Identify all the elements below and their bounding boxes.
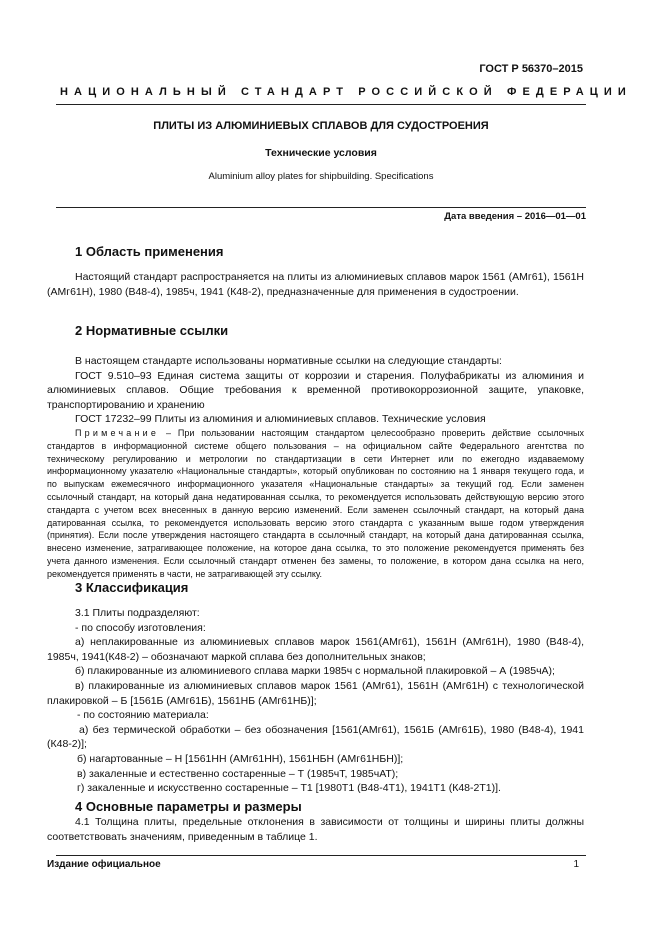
classification-line-1: 3.1 Плиты подразделяют:: [75, 607, 200, 619]
document-subtitle: Технические условия: [265, 147, 377, 159]
document-number: ГОСТ Р 56370–2015: [479, 63, 583, 75]
classification-line-2: - по способу изготовления:: [75, 621, 206, 634]
official-edition-label: Издание официальное: [47, 859, 161, 870]
classification-line-7: а) без термической обработки – без обозначения [1561(АМг61), 1561Б (АМг61Б), 1980 (В48-4), 1941 (К48-2)];: [47, 723, 584, 751]
note-label: Примечание: [75, 427, 160, 438]
section-2-heading: 2 Нормативные ссылки: [75, 323, 229, 338]
english-title: Aluminium alloy plates for shipbuilding. Specifications: [208, 171, 434, 182]
classification-line-8: б) нагартованные – Н [1561НН (АМг61НН), 1561НБН (АМг61НБН)];: [77, 752, 404, 765]
section-2-body: [47, 354, 584, 581]
classification-line-4: б) плакированные из алюминиевого сплава марки 1985ч с нормальной плакировкой – А (1985чА);: [75, 665, 555, 678]
reference-gost-17232: ГОСТ 17232–99 Плиты из алюминия и алюминиевых сплавов. Технические условия: [75, 413, 486, 426]
section-1-paragraph: Настоящий стандарт распространяется на плиты из алюминиевых сплавов марок 1561 (АМг61), 1561Н (АМг61Н), 1980 (В48-4), 1985ч, 1941 (К48-2), предназначенные для применения в судостроении.: [47, 271, 584, 298]
classification-line-3: а) неплакированные из алюминиевых сплавов марок 1561(АМг61), 1561Н (АМг61Н), 1980 (В48-4), 1985ч, 1941(К48-2) – обозначают маркой сплава без дополнительных знаков;: [47, 636, 584, 663]
section-4-body: [47, 815, 584, 844]
classification-line-6: - по состоянию материала:: [77, 709, 209, 722]
classification-line-5: в) плакированные из алюминиевых сплавов марок 1561 (АМг61), 1561Н (АМг61Н) с технологической плакировкой – Б [1561Б (АМг61Б), 1561НБ (АМг61НБ)];: [47, 679, 584, 707]
section-3-body: [47, 606, 584, 796]
footer-divider: [56, 855, 586, 856]
note-text: – При пользовании настоящим стандартом целесообразно проверить действие ссылочных стандартов в информационной системе общего пользования – на официальном сайте Федерального агентства по техническому регулированию и метрологии по стандартизации в сети Интернет или по ежегодно издаваемому информационному указателю «Национальные стандарты», который опубликован по состоянию на 1 января текущего года, и по выпускам ежемесячного информационного указателя «Национальные стандарты» за текущий год. Если заменен ссылочный стандарт, на который дана недатированная ссылка, то рекомендуется использовать действующую версию этого стандарта с учетом всех внесенных в данную версию изменений. Если заменен ссылочный стандарт, на который дана датированная ссылка, то рекомендуется использовать версию этого стандарта с указанным выше годом утверждения (принятия). Если после утверждения настоящего стандарта в ссылочный стандарт, на который дана датированная ссылка, внесено изменение, затрагивающее положение, на которое дана ссылка, то это положение рекомендуется применять без учета данного изменения. Если ссылочный стандарт отменен без замены, то положение, в котором дана ссылка на него, рекомендуется применять в части, не затрагивающей эту ссылку.: [47, 427, 584, 579]
date-divider: [56, 207, 586, 208]
page-number: 1: [573, 859, 579, 870]
section-4-heading: 4 Основные параметры и размеры: [75, 799, 302, 814]
classification-line-10: г) закаленные и искусственно состаренные – Т1 [1980Т1 (В48-4Т1), 1941Т1 (К48-2Т1)].: [77, 782, 501, 795]
references-note: [47, 427, 584, 581]
national-standard-banner: НАЦИОНАЛЬНЫЙ СТАНДАРТ РОССИЙСКОЙ ФЕДЕРАЦИИ: [60, 86, 632, 98]
document-title: ПЛИТЫ ИЗ АЛЮМИНИЕВЫХ СПЛАВОВ ДЛЯ СУДОСТРОЕНИЯ: [153, 120, 489, 132]
classification-line-9: в) закаленные и естественно состаренные – Т (1985чТ, 1985чАТ);: [77, 767, 399, 780]
effective-date: Дата введения – 2016—01—01: [444, 211, 586, 222]
section-4-paragraph: 4.1 Толщина плиты, предельные отклонения в зависимости от толщины и ширины плиты должны соответствовать значениям, приведенным в таблице 1.: [47, 816, 584, 843]
section-3-heading: 3 Классификация: [75, 580, 189, 595]
reference-gost-9-510: ГОСТ 9.510–93 Единая система защиты от коррозии и старения. Полуфабрикаты из алюминия и алюминиевых сплавов. Общие требования к временной противокоррозионной защите, упаковке, транспортированию и хранению: [47, 369, 584, 411]
top-divider: [56, 104, 586, 105]
section-1-heading: 1 Область применения: [75, 244, 224, 259]
section-1-body: [47, 270, 584, 299]
references-intro: В настоящем стандарте использованы нормативные ссылки на следующие стандарты:: [75, 355, 502, 367]
